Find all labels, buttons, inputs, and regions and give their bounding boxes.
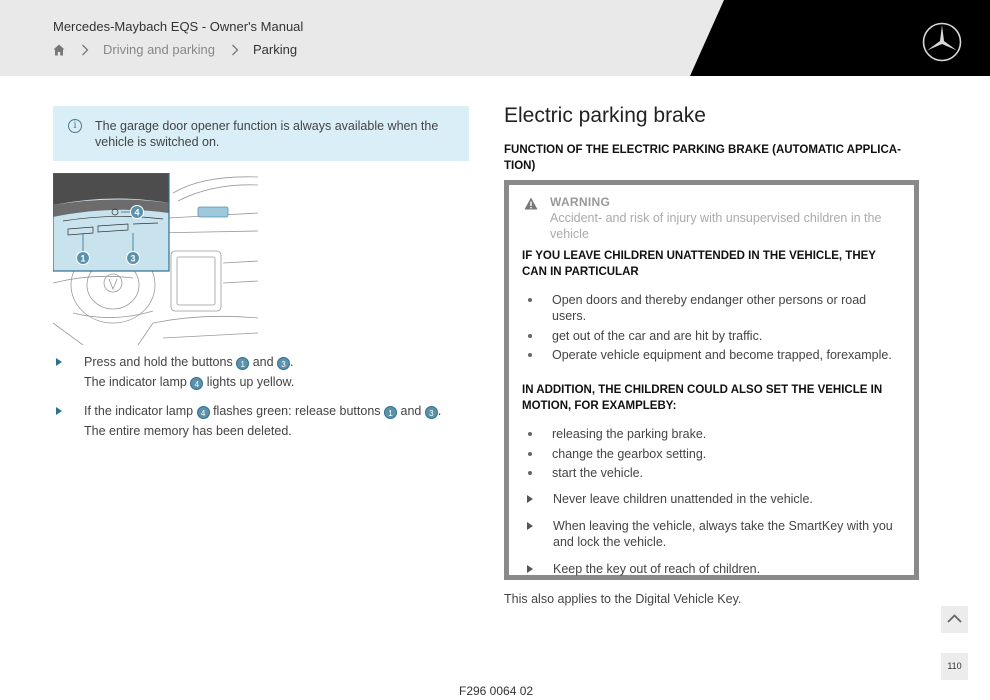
mercedes-star-logo[interactable] xyxy=(922,22,962,62)
section-subtitle: FUNCTION OF THE ELECTRIC PARKING BRAKE (AUTOMATIC APPLICA-TION) xyxy=(504,144,901,172)
list-item: Open doors and thereby endanger other persons or road users. xyxy=(522,292,901,324)
warning-label: WARNING xyxy=(550,195,611,209)
warning-triangle-icon xyxy=(524,197,538,210)
step-text: flashes green: release buttons xyxy=(213,404,381,418)
info-note xyxy=(53,106,469,161)
step-result-text: The entire memory has been deleted. xyxy=(84,424,292,438)
chevron-right-icon xyxy=(231,44,239,56)
button-number-badge: 3 xyxy=(277,357,290,370)
manual-title: Mercedes-Maybach EQS - Owner's Manual xyxy=(53,19,304,34)
list-item: change the gearbox setting. xyxy=(522,446,901,462)
step-arrow-icon xyxy=(56,358,62,366)
list-item: Operate vehicle equipment and become trapped, forexample. xyxy=(522,347,901,363)
button-number-badge: 1 xyxy=(236,357,249,370)
instruction-step xyxy=(53,352,473,392)
step-arrow-icon xyxy=(527,495,533,503)
instruction-steps xyxy=(53,352,473,450)
list-item: start the vehicle. xyxy=(522,465,901,481)
step-text: If the indicator lamp xyxy=(84,404,194,418)
step-arrow-icon xyxy=(56,407,62,415)
garage-door-opener-illustration xyxy=(53,173,261,345)
button-number-badge: 3 xyxy=(425,406,438,419)
digital-key-note: This also applies to the Digital Vehicle Key. xyxy=(504,592,742,606)
instruction-step xyxy=(53,401,473,441)
step-result-text: lights up yellow. xyxy=(206,375,295,389)
list-item: releasing the parking brake. xyxy=(522,426,901,442)
step-text: . xyxy=(437,404,442,418)
warning-heading: IF YOU LEAVE CHILDREN UNATTENDED IN THE VEHICLE, THEY CAN IN PARTICULAR xyxy=(522,250,876,278)
button-number-badge: 1 xyxy=(384,406,397,419)
step-text: . xyxy=(290,355,294,369)
list-item: get out of the car and are hit by traffic. xyxy=(522,328,901,344)
warning-bullet-list xyxy=(522,426,901,481)
warning-box xyxy=(504,180,919,580)
warning-bullet-list xyxy=(522,292,901,363)
warning-heading: IN ADDITION, THE CHILDREN COULD ALSO SET THE VEHICLE IN MOTION, FOR EXAMPLEBY: xyxy=(522,384,883,412)
callout-3: 3 xyxy=(130,253,136,264)
page-number: 110 xyxy=(941,653,968,680)
step-arrow-icon xyxy=(527,565,533,573)
breadcrumb xyxy=(53,42,297,57)
info-icon: i xyxy=(68,119,82,133)
warning-action xyxy=(522,561,901,577)
step-text: and xyxy=(400,404,422,418)
action-text: Never leave children unattended in the vehicle. xyxy=(553,492,813,506)
section-title: Electric parking brake xyxy=(504,104,706,127)
lamp-number-badge: 4 xyxy=(197,406,210,419)
breadcrumb-link-driving-parking[interactable]: Driving and parking xyxy=(103,42,216,57)
action-text: When leaving the vehicle, always take the SmartKey with you and lock the vehicle. xyxy=(553,519,893,549)
callout-1: 1 xyxy=(80,253,86,264)
figure-code: F296 0064 02 xyxy=(459,684,534,698)
home-icon[interactable] xyxy=(53,44,65,56)
chevron-right-icon xyxy=(81,44,89,56)
callout-4: 4 xyxy=(134,207,140,218)
scroll-to-top-button[interactable] xyxy=(941,606,968,633)
step-result-text: The indicator lamp xyxy=(84,375,187,389)
warning-action xyxy=(522,491,901,507)
lamp-number-badge: 4 xyxy=(190,377,203,390)
breadcrumb-current-parking: Parking xyxy=(253,42,298,57)
step-arrow-icon xyxy=(527,522,533,530)
action-text: Keep the key out of reach of children. xyxy=(553,562,761,576)
warning-actions xyxy=(522,491,901,577)
step-text: and xyxy=(252,355,274,369)
warning-description: Accident- and risk of injury with unsupervised children in the vehicle xyxy=(550,211,882,241)
chevron-up-icon xyxy=(941,606,968,633)
warning-action xyxy=(522,518,901,550)
info-note-text: The garage door opener function is always available when the vehicle is switched on. xyxy=(95,119,439,149)
step-text: Press and hold the buttons xyxy=(84,355,233,369)
warning-header xyxy=(522,195,901,242)
